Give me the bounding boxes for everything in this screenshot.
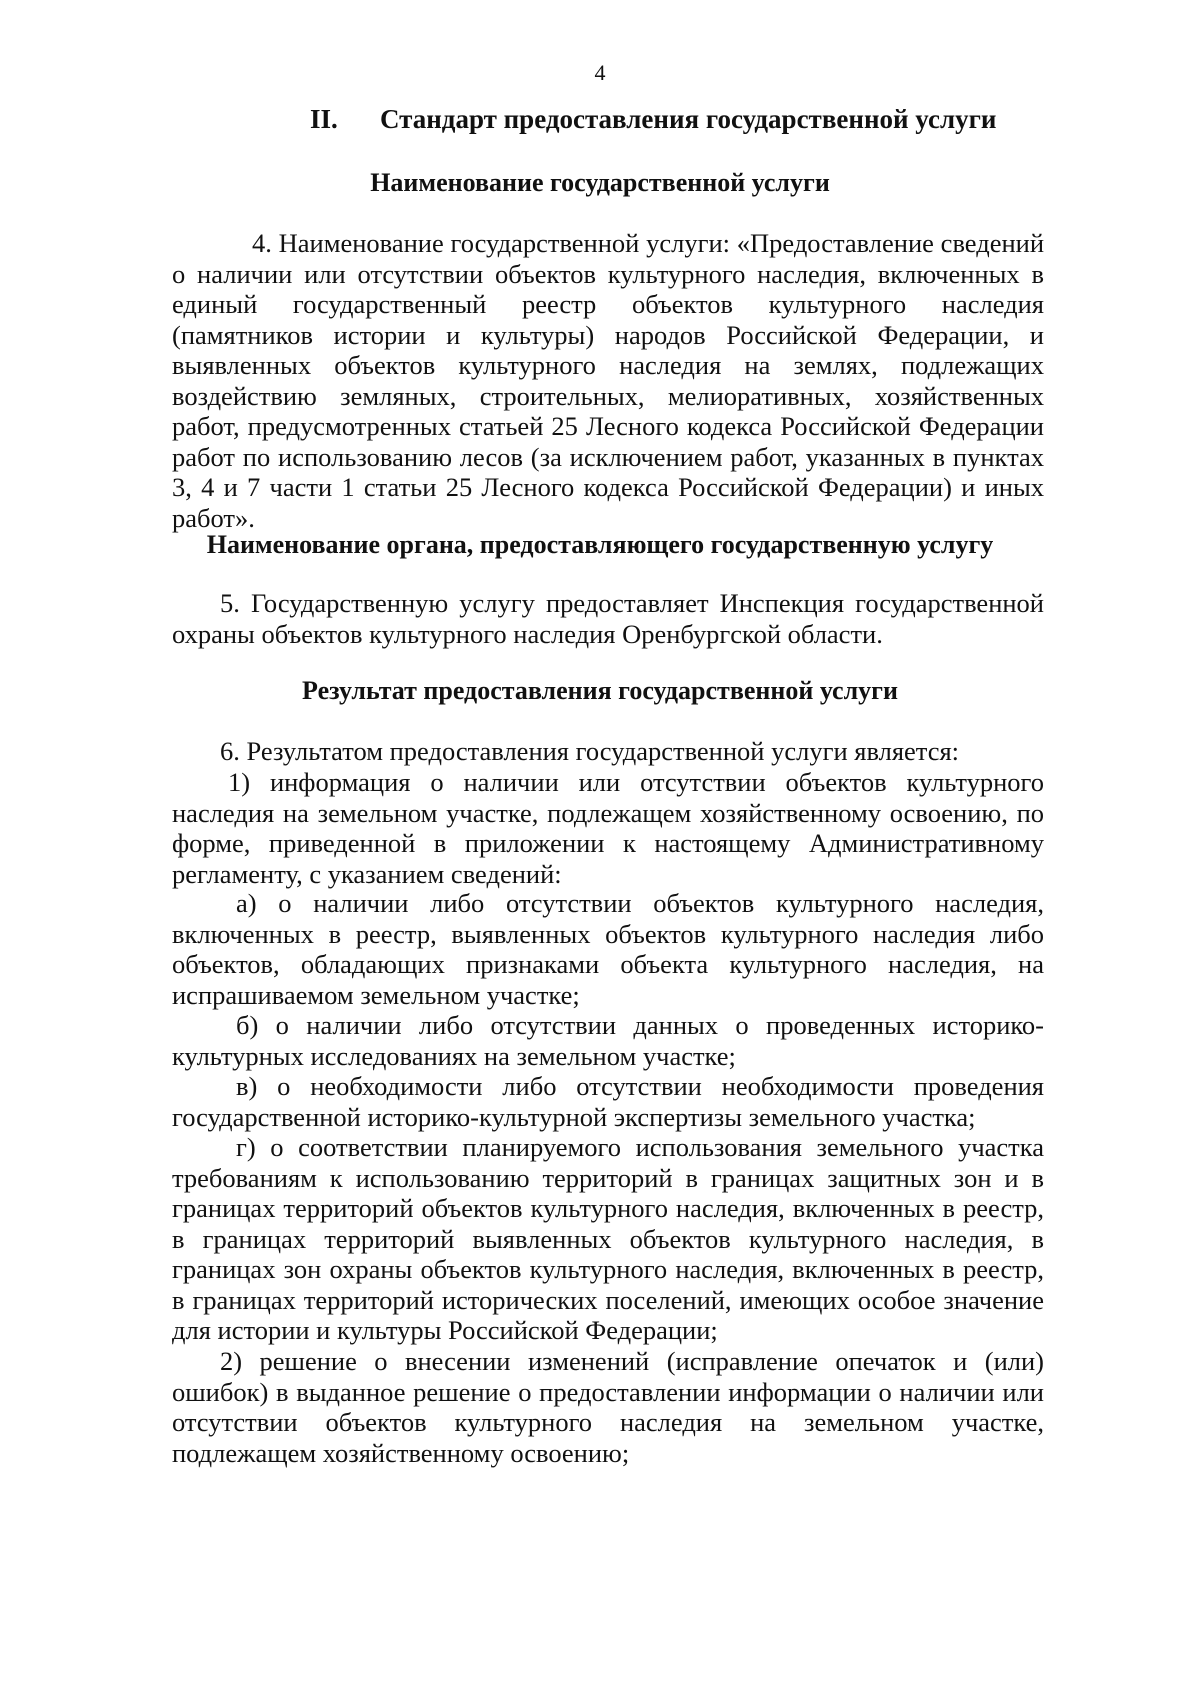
paragraph-6-1-g: г) о соответствии планируемого использования земельного участка требованиям к использованию территорий в границах защитных зон и в границах территорий объектов культурного наследия, включенных в реестр, в границах территорий выявленных объектов культурного наследия, в границах зон охраны объектов культурного наследия, включенных в реестр, в границах территорий исторических поселений, имеющих особое значение для истории и культуры Российской Федерации; — [172, 1132, 1044, 1345]
paragraph-4: 4. Наименование государственной услуги: «Предоставление сведений о наличии или отсутствии объектов культурного наследия, включенных в единый государственный реестр объектов культурного наследия (памятников истории и культуры) народов Российской Федерации, и выявленных объектов культурного наследия на землях, подлежащих воздействию земляных, строительных, мелиоративных, хозяйственных работ, предусмотренных статьей 25 Лесного кодекса Российской Федерации работ по использованию лесов (за исключением работ, указанных в пунктах 3, 4 и 7 части 1 статьи 25 Лесного кодекса Российской Федерации) и иных работ». — [172, 228, 1044, 533]
paragraph-6-1-a: а) о наличии либо отсутствии объектов культурного наследия, включенных в реестр, выявленных объектов культурного наследия либо объектов, обладающих признаками объекта культурного наследия, на испрашиваемом земельном участке; — [172, 888, 1044, 1010]
paragraph-6-1-b: б) о наличии либо отсутствии данных о проведенных историко-культурных исследованиях на земельном участке; — [172, 1010, 1044, 1071]
section-title-text: Стандарт предоставления государственной услуги — [380, 104, 997, 134]
heading-service-name: Наименование государственной услуги — [370, 168, 830, 197]
section-number: II. — [310, 104, 338, 134]
paragraph-6-1: 1) информация о наличии или отсутствии объектов культурного наследия на земельном участке, подлежащем хозяйственному освоению, по форме, приведенной в приложении к настоящему Административному регламенту, с указанием сведений: — [172, 767, 1044, 889]
paragraph-6-2: 2) решение о внесении изменений (исправление опечаток и (или) ошибок) в выданное решение о предоставлении информации о наличии или отсутствии объектов культурного наследия на земельном участке, подлежащем хозяйственному освоению; — [172, 1346, 1044, 1468]
heading-result: Результат предоставления государственной услуги — [302, 676, 898, 705]
paragraph-6-1-v: в) о необходимости либо отсутствии необходимости проведения государственной историко-культурной экспертизы земельного участка; — [172, 1071, 1044, 1132]
page-number: 4 — [594, 60, 606, 85]
paragraph-6: 6. Результатом предоставления государственной услуги является: — [220, 736, 960, 766]
paragraph-5: 5. Государственную услугу предоставляет Инспекция государственной охраны объектов культурного наследия Оренбургской области. — [172, 588, 1044, 649]
section-title — [310, 104, 996, 135]
heading-authority: Наименование органа, предоставляющего государственную услугу — [206, 530, 994, 559]
